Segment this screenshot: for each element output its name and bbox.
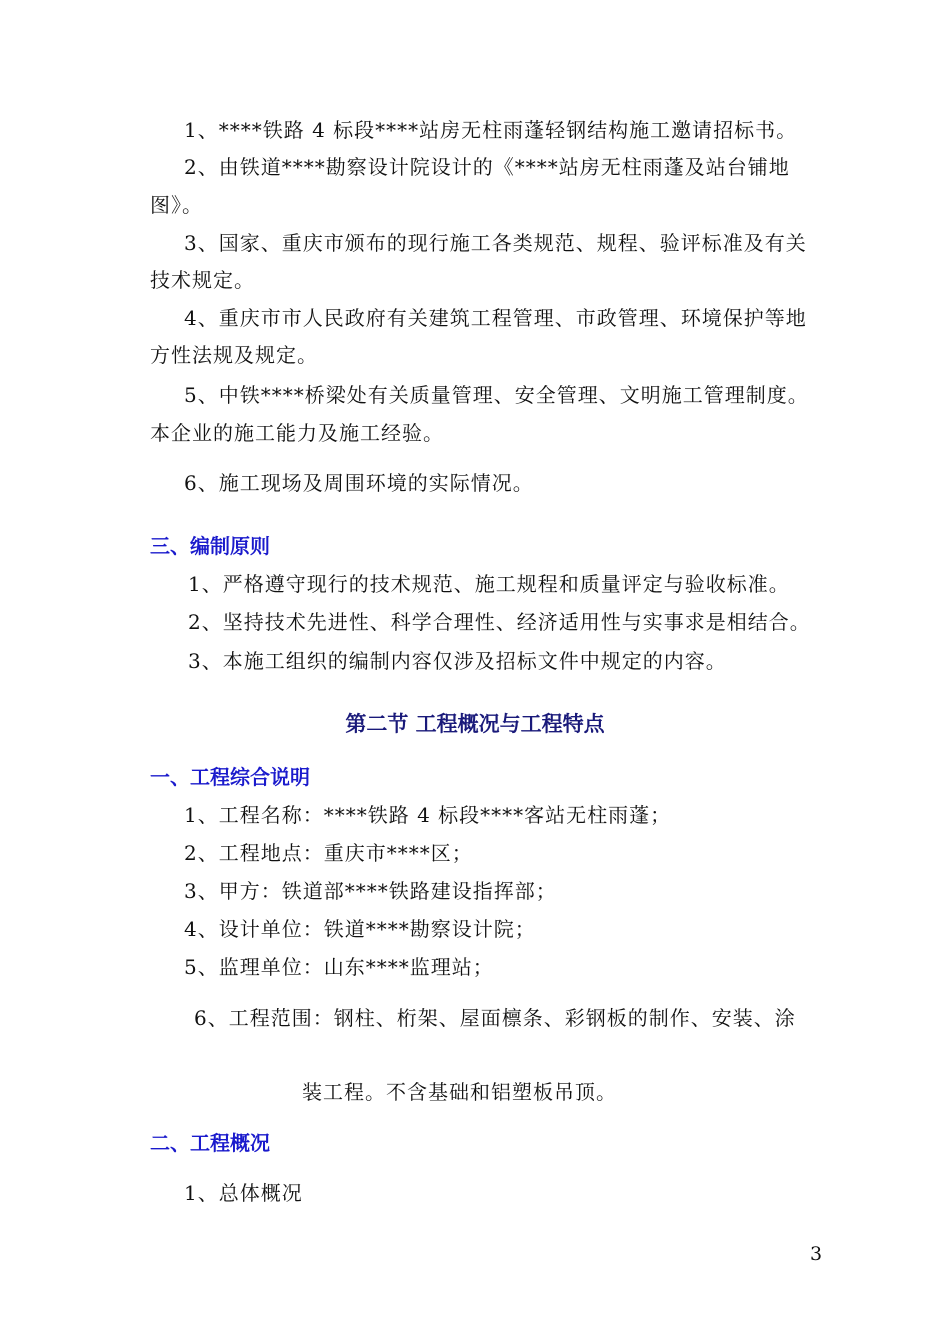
basis-item-4-line-2: 方性法规及规定。 bbox=[150, 343, 318, 367]
chapter-title: 第二节 工程概况与工程特点 bbox=[345, 712, 605, 736]
overview-item-2: 2、工程地点：重庆市****区； bbox=[184, 841, 473, 865]
basis-item-2-line-1: 2、由铁道****勘察设计院设计的《****站房无柱雨蓬及站台铺地 bbox=[184, 155, 790, 179]
section-heading-overview: 一、工程综合说明 bbox=[150, 765, 310, 789]
principle-item-3: 3、本施工组织的编制内容仅涉及招标文件中规定的内容。 bbox=[188, 649, 727, 673]
overview-item-6-line-2: 装工程。不含基础和铝塑板吊顶。 bbox=[302, 1080, 617, 1104]
section-heading-project-overview: 二、工程概况 bbox=[150, 1131, 270, 1155]
project-overview-item-1: 1、总体概况 bbox=[184, 1181, 303, 1205]
basis-item-3-line-2: 技术规定。 bbox=[150, 268, 255, 292]
basis-item-1: 1、****铁路 4 标段****站房无柱雨蓬轻钢结构施工邀请招标书。 bbox=[184, 118, 798, 142]
principle-item-2: 2、坚持技术先进性、科学合理性、经济适用性与实事求是相结合。 bbox=[188, 610, 811, 634]
basis-item-3-line-1: 3、国家、重庆市颁布的现行施工各类规范、规程、验评标准及有关 bbox=[184, 231, 807, 255]
basis-item-6: 6、施工现场及周围环境的实际情况。 bbox=[184, 471, 534, 495]
page-number: 3 bbox=[810, 1243, 823, 1265]
overview-item-3: 3、甲方：铁道部****铁路建设指挥部； bbox=[184, 879, 557, 903]
basis-item-4-line-1: 4、重庆市市人民政府有关建筑工程管理、市政管理、环境保护等地 bbox=[184, 306, 807, 330]
overview-item-5: 5、监理单位：山东****监理站； bbox=[184, 955, 494, 979]
basis-item-5-line-1: 5、中铁****桥梁处有关质量管理、安全管理、文明施工管理制度。 bbox=[184, 383, 809, 407]
section-heading-principles: 三、编制原则 bbox=[150, 534, 270, 558]
principle-item-1: 1、严格遵守现行的技术规范、施工规程和质量评定与验收标准。 bbox=[188, 572, 790, 596]
overview-item-4: 4、设计单位：铁道****勘察设计院； bbox=[184, 917, 536, 941]
basis-item-5-line-2: 本企业的施工能力及施工经验。 bbox=[150, 421, 444, 445]
overview-item-1: 1、工程名称：****铁路 4 标段****客站无柱雨蓬； bbox=[184, 803, 672, 827]
overview-item-6-line-1: 6、工程范围：钢柱、桁架、屋面檩条、彩钢板的制作、安装、涂 bbox=[194, 1006, 796, 1030]
basis-item-2-line-2: 图》。 bbox=[150, 193, 203, 217]
